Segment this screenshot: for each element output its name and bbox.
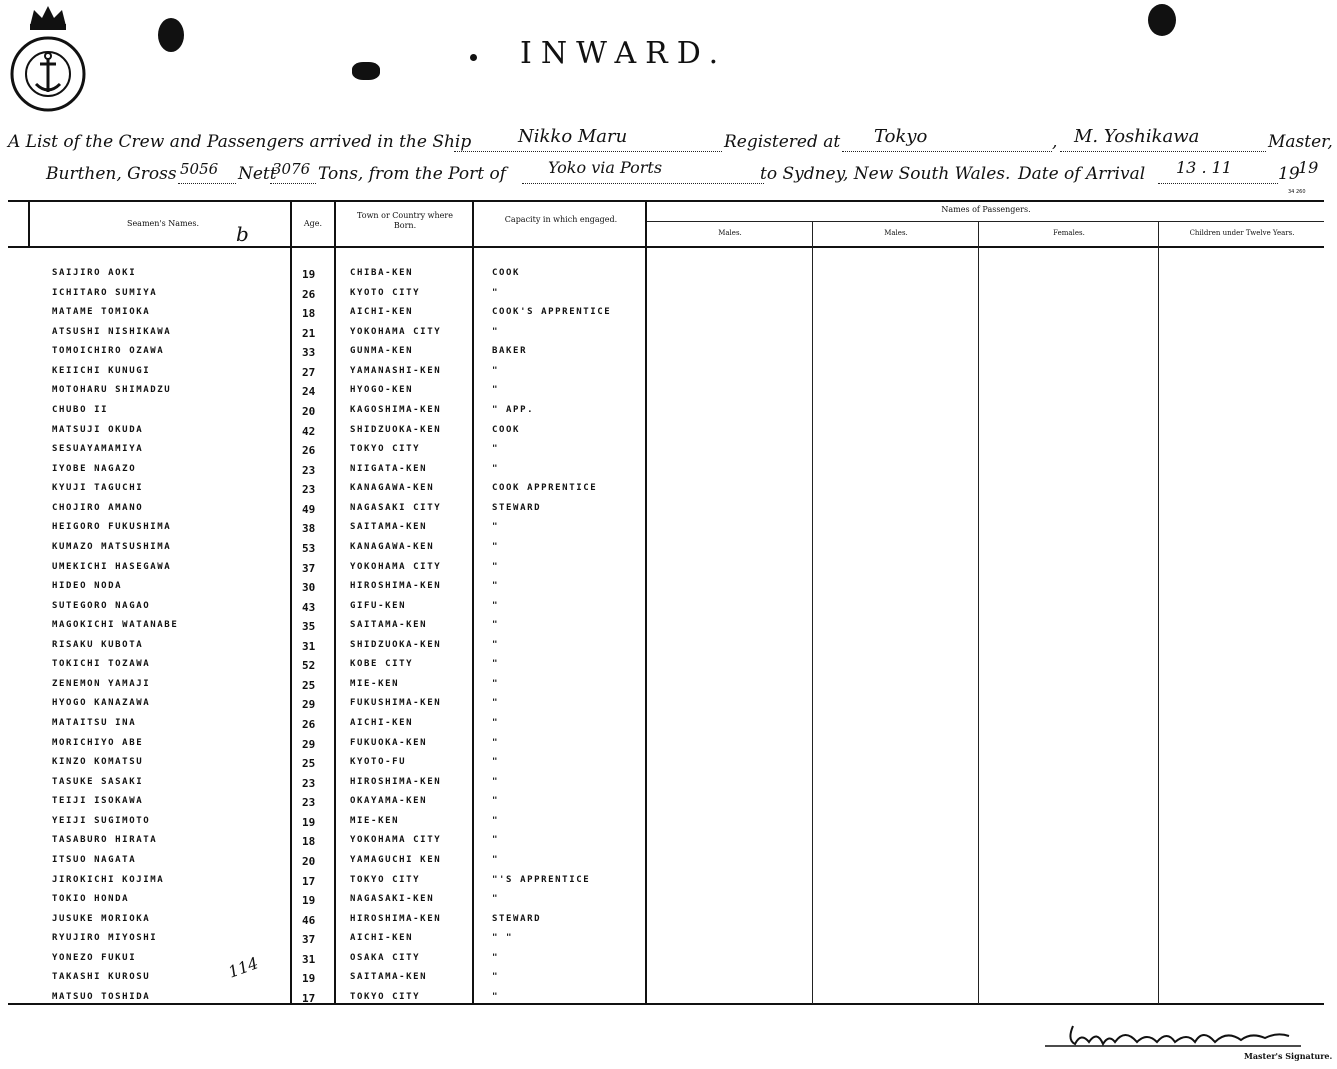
- crew-name: CHUBO II: [52, 405, 109, 415]
- crew-birthplace: YAMANASHI-KEN: [350, 366, 442, 376]
- crew-age: 43: [302, 601, 316, 614]
- year-prefix: 19: [1278, 164, 1300, 184]
- crew-age: 23: [302, 796, 316, 809]
- registered-port: Tokyo: [874, 126, 928, 147]
- crew-name: HEIGORO FUKUSHIMA: [52, 522, 172, 532]
- crew-age: 19: [302, 816, 316, 829]
- crew-birthplace: OSAKA CITY: [350, 953, 421, 963]
- crew-capacity: ": [492, 620, 500, 630]
- col-header-children: Children under Twelve Years.: [1189, 229, 1295, 237]
- crew-age: 26: [302, 718, 316, 731]
- crew-name: ITSUO NAGATA: [52, 855, 137, 865]
- table-bottom-rule: [8, 1003, 1324, 1005]
- crew-age: 46: [302, 914, 316, 927]
- col-header-males-2: Males.: [884, 229, 908, 237]
- form-number: 34 260: [1288, 189, 1306, 195]
- registered-label: Registered at: [724, 132, 841, 152]
- crew-birthplace: AICHI-KEN: [350, 933, 414, 943]
- crew-name: IYOBE NAGAZO: [52, 464, 137, 474]
- crew-capacity: ": [492, 327, 500, 337]
- crew-capacity: ": [492, 464, 500, 474]
- col-divider: [978, 222, 979, 1004]
- crew-capacity: ": [492, 522, 500, 532]
- col-header-town: Town or Country where Born.: [357, 211, 453, 230]
- names-mark: b: [236, 222, 249, 246]
- crew-name: JIROKICHI KOJIMA: [52, 875, 165, 885]
- crew-capacity: "'S APPRENTICE: [492, 875, 591, 885]
- ink-blot: [470, 54, 477, 61]
- from-port: Yoko via Ports: [548, 158, 663, 177]
- nett-tons: 3076: [272, 160, 311, 178]
- crew-age: 19: [302, 894, 316, 907]
- signature-label: Master's Signature.: [1244, 1051, 1333, 1061]
- crew-capacity: COOK: [492, 268, 521, 278]
- crew-capacity: ": [492, 738, 500, 748]
- crew-birthplace: AICHI-KEN: [350, 718, 414, 728]
- crew-name: ATSUSHI NISHIKAWA: [52, 327, 172, 337]
- crew-birthplace: NAGASAKI-KEN: [350, 894, 435, 904]
- crew-birthplace: KAGOSHIMA-KEN: [350, 405, 442, 415]
- col-header-passengers: Names of Passengers.: [941, 205, 1031, 214]
- crew-age: 25: [302, 679, 316, 692]
- margin-note: 114: [225, 953, 261, 982]
- col-header-names: Seamen's Names.: [126, 219, 200, 228]
- col-header-capacity: Capacity in which engaged.: [504, 215, 618, 224]
- crew-age: 31: [302, 953, 316, 966]
- crew-birthplace: KOBE CITY: [350, 659, 414, 669]
- crew-capacity: STEWARD: [492, 503, 542, 513]
- col-divider: [334, 202, 336, 1004]
- crew-age: 53: [302, 542, 316, 555]
- crew-capacity: ": [492, 562, 500, 572]
- crew-age: 27: [302, 366, 316, 379]
- crew-capacity: ": [492, 894, 500, 904]
- crew-age: 30: [302, 581, 316, 594]
- crew-name: MAGOKICHI WATANABE: [52, 620, 179, 630]
- crew-age: 23: [302, 777, 316, 790]
- page-title: INWARD.: [520, 36, 728, 71]
- crew-birthplace: SAITAMA-KEN: [350, 972, 428, 982]
- crew-birthplace: FUKUOKA-KEN: [350, 738, 428, 748]
- master-signature: [1045, 1022, 1305, 1052]
- crew-birthplace: KYOTO CITY: [350, 288, 421, 298]
- crew-birthplace: HIROSHIMA-KEN: [350, 581, 442, 591]
- crew-age: 21: [302, 327, 316, 340]
- header-line-1: [8, 126, 1337, 156]
- year-suffix: 19: [1298, 158, 1319, 177]
- crew-name: MATAITSU INA: [52, 718, 137, 728]
- crew-name: KUMAZO MATSUSHIMA: [52, 542, 172, 552]
- crew-capacity: ": [492, 679, 500, 689]
- crew-capacity: " ": [492, 933, 514, 943]
- ink-blot: [352, 62, 380, 80]
- crew-birthplace: YOKOHAMA CITY: [350, 835, 442, 845]
- crew-age: 37: [302, 562, 316, 575]
- crew-capacity: ": [492, 640, 500, 650]
- crew-birthplace: MIE-KEN: [350, 816, 400, 826]
- crew-age: 29: [302, 698, 316, 711]
- crew-age: 31: [302, 640, 316, 653]
- crew-name: MATSUO TOSHIDA: [52, 992, 151, 1002]
- gross-tons: 5056: [180, 160, 219, 178]
- crew-name: TASUKE SASAKI: [52, 777, 144, 787]
- punch-hole: [1148, 4, 1176, 36]
- crew-age: 25: [302, 757, 316, 770]
- crew-capacity: ": [492, 972, 500, 982]
- crew-age: 33: [302, 346, 316, 359]
- crew-capacity: ": [492, 444, 500, 454]
- ship-name: Nikko Maru: [518, 126, 628, 147]
- crew-capacity: ": [492, 757, 500, 767]
- crew-birthplace: NAGASAKI CITY: [350, 503, 442, 513]
- crew-age: 17: [302, 992, 316, 1005]
- crew-age: 20: [302, 855, 316, 868]
- crew-age: 17: [302, 875, 316, 888]
- crew-name: KEIICHI KUNUGI: [52, 366, 151, 376]
- punch-hole: [158, 18, 184, 52]
- col-header-males-1: Males.: [718, 229, 742, 237]
- to-label: to Sydney, New South Wales.: [760, 164, 1011, 184]
- passenger-subheader-rule: [646, 221, 1324, 222]
- crew-birthplace: CHIBA-KEN: [350, 268, 414, 278]
- crew-name: TAKASHI KUROSU: [52, 972, 151, 982]
- col-divider: [28, 202, 30, 246]
- table-header-rule: [8, 246, 1324, 248]
- crew-birthplace: SAITAMA-KEN: [350, 620, 428, 630]
- crew-capacity: ": [492, 777, 500, 787]
- crew-age: 35: [302, 620, 316, 633]
- crew-name: ICHITARO SUMIYA: [52, 288, 158, 298]
- crew-name: JUSUKE MORIOKA: [52, 914, 151, 924]
- nett-label: Nett: [238, 164, 277, 184]
- crew-birthplace: HIROSHIMA-KEN: [350, 777, 442, 787]
- crew-name: ZENEMON YAMAJI: [52, 679, 151, 689]
- comma: ,: [1052, 132, 1058, 152]
- burthen-label: Burthen, Gross: [46, 164, 177, 184]
- master-label: Master,: [1268, 132, 1333, 152]
- crew-age: 20: [302, 405, 316, 418]
- crew-capacity: ": [492, 835, 500, 845]
- crew-capacity: ": [492, 718, 500, 728]
- crew-capacity: COOK APPRENTICE: [492, 483, 598, 493]
- crew-birthplace: HYOGO-KEN: [350, 385, 414, 395]
- crew-name: HYOGO KANAZAWA: [52, 698, 151, 708]
- col-header-females: Females.: [1053, 229, 1085, 237]
- crew-age: 42: [302, 425, 316, 438]
- crew-birthplace: KANAGAWA-KEN: [350, 483, 435, 493]
- col-divider: [645, 202, 647, 1004]
- crew-capacity: COOK: [492, 425, 521, 435]
- crew-capacity: " APP.: [492, 405, 535, 415]
- crew-capacity: ": [492, 816, 500, 826]
- crew-name: SESUAYAMAMIYA: [52, 444, 144, 454]
- crew-name: SAIJIRO AOKI: [52, 268, 137, 278]
- crew-name: HIDEO NODA: [52, 581, 123, 591]
- crew-age: 52: [302, 659, 316, 672]
- crew-age: 23: [302, 483, 316, 496]
- crew-name: KINZO KOMATSU: [52, 757, 144, 767]
- crew-name: MOTOHARU SHIMADZU: [52, 385, 172, 395]
- crew-capacity: ": [492, 992, 500, 1002]
- crew-name: MORICHIYO ABE: [52, 738, 144, 748]
- crew-capacity: ": [492, 796, 500, 806]
- crew-birthplace: KANAGAWA-KEN: [350, 542, 435, 552]
- crew-age: 19: [302, 972, 316, 985]
- crew-name: KYUJI TAGUCHI: [52, 483, 144, 493]
- crew-age: 26: [302, 444, 316, 457]
- crew-capacity: ": [492, 542, 500, 552]
- arrival-date: 13 . 11: [1176, 158, 1232, 177]
- crew-name: RISAKU KUBOTA: [52, 640, 144, 650]
- crew-name: RYUJIRO MIYOSHI: [52, 933, 158, 943]
- crew-age: 29: [302, 738, 316, 751]
- crew-capacity: ": [492, 288, 500, 298]
- crew-name: TEIJI ISOKAWA: [52, 796, 144, 806]
- crew-capacity: STEWARD: [492, 914, 542, 924]
- crew-birthplace: TOKYO CITY: [350, 875, 421, 885]
- crew-birthplace: NIIGATA-KEN: [350, 464, 428, 474]
- crew-capacity: ": [492, 385, 500, 395]
- department-seal: [8, 4, 88, 116]
- list-label: A List of the Crew and Passengers arrived in the Ship: [8, 132, 472, 152]
- col-divider: [812, 222, 813, 1004]
- crew-birthplace: HIROSHIMA-KEN: [350, 914, 442, 924]
- crew-capacity: ": [492, 953, 500, 963]
- crew-birthplace: GIFU-KEN: [350, 601, 407, 611]
- crew-age: 26: [302, 288, 316, 301]
- crew-age: 37: [302, 933, 316, 946]
- crew-name: YONEZO FUKUI: [52, 953, 137, 963]
- crew-age: 38: [302, 522, 316, 535]
- crew-age: 18: [302, 835, 316, 848]
- crew-name: UMEKICHI HASEGAWA: [52, 562, 172, 572]
- crew-capacity: BAKER: [492, 346, 528, 356]
- crew-name: YEIJI SUGIMOTO: [52, 816, 151, 826]
- master-name: M. Yoshikawa: [1074, 126, 1200, 147]
- col-divider: [1158, 222, 1159, 1004]
- header-line-2: [8, 158, 1337, 188]
- crew-capacity: ": [492, 698, 500, 708]
- crew-name: MATSUJI OKUDA: [52, 425, 144, 435]
- crew-age: 24: [302, 385, 316, 398]
- crew-age: 19: [302, 268, 316, 281]
- crew-birthplace: YOKOHAMA CITY: [350, 327, 442, 337]
- crew-name: SUTEGORO NAGAO: [52, 601, 151, 611]
- crew-birthplace: FUKUSHIMA-KEN: [350, 698, 442, 708]
- crew-capacity: ": [492, 366, 500, 376]
- col-divider: [472, 202, 474, 1004]
- table-top-rule: [8, 200, 1324, 202]
- col-header-age: Age.: [303, 219, 323, 228]
- crew-name: TOKIO HONDA: [52, 894, 130, 904]
- crew-birthplace: TOKYO CITY: [350, 992, 421, 1002]
- crew-birthplace: SHIDZUOKA-KEN: [350, 425, 442, 435]
- crew-birthplace: YAMAGUCHI KEN: [350, 855, 442, 865]
- crew-capacity: COOK'S APPRENTICE: [492, 307, 612, 317]
- crew-name: TOKICHI TOZAWA: [52, 659, 151, 669]
- crew-birthplace: MIE-KEN: [350, 679, 400, 689]
- crew-capacity: ": [492, 601, 500, 611]
- crew-name: CHOJIRO AMANO: [52, 503, 144, 513]
- arrival-label: Date of Arrival: [1018, 164, 1146, 184]
- crew-birthplace: TOKYO CITY: [350, 444, 421, 454]
- crew-name: TOMOICHIRO OZAWA: [52, 346, 165, 356]
- crew-birthplace: KYOTO-FU: [350, 757, 407, 767]
- crew-birthplace: SAITAMA-KEN: [350, 522, 428, 532]
- crew-name: MATAME TOMIOKA: [52, 307, 151, 317]
- crew-birthplace: SHIDZUOKA-KEN: [350, 640, 442, 650]
- crew-birthplace: YOKOHAMA CITY: [350, 562, 442, 572]
- crew-capacity: ": [492, 581, 500, 591]
- crew-capacity: ": [492, 659, 500, 669]
- crew-age: 49: [302, 503, 316, 516]
- crew-name: TASABURO HIRATA: [52, 835, 158, 845]
- crew-age: 23: [302, 464, 316, 477]
- crew-capacity: ": [492, 855, 500, 865]
- tons-label: Tons, from the Port of: [318, 164, 507, 184]
- crew-birthplace: GUNMA-KEN: [350, 346, 414, 356]
- crew-birthplace: AICHI-KEN: [350, 307, 414, 317]
- crew-age: 18: [302, 307, 316, 320]
- col-divider: [290, 202, 292, 1004]
- crew-birthplace: OKAYAMA-KEN: [350, 796, 428, 806]
